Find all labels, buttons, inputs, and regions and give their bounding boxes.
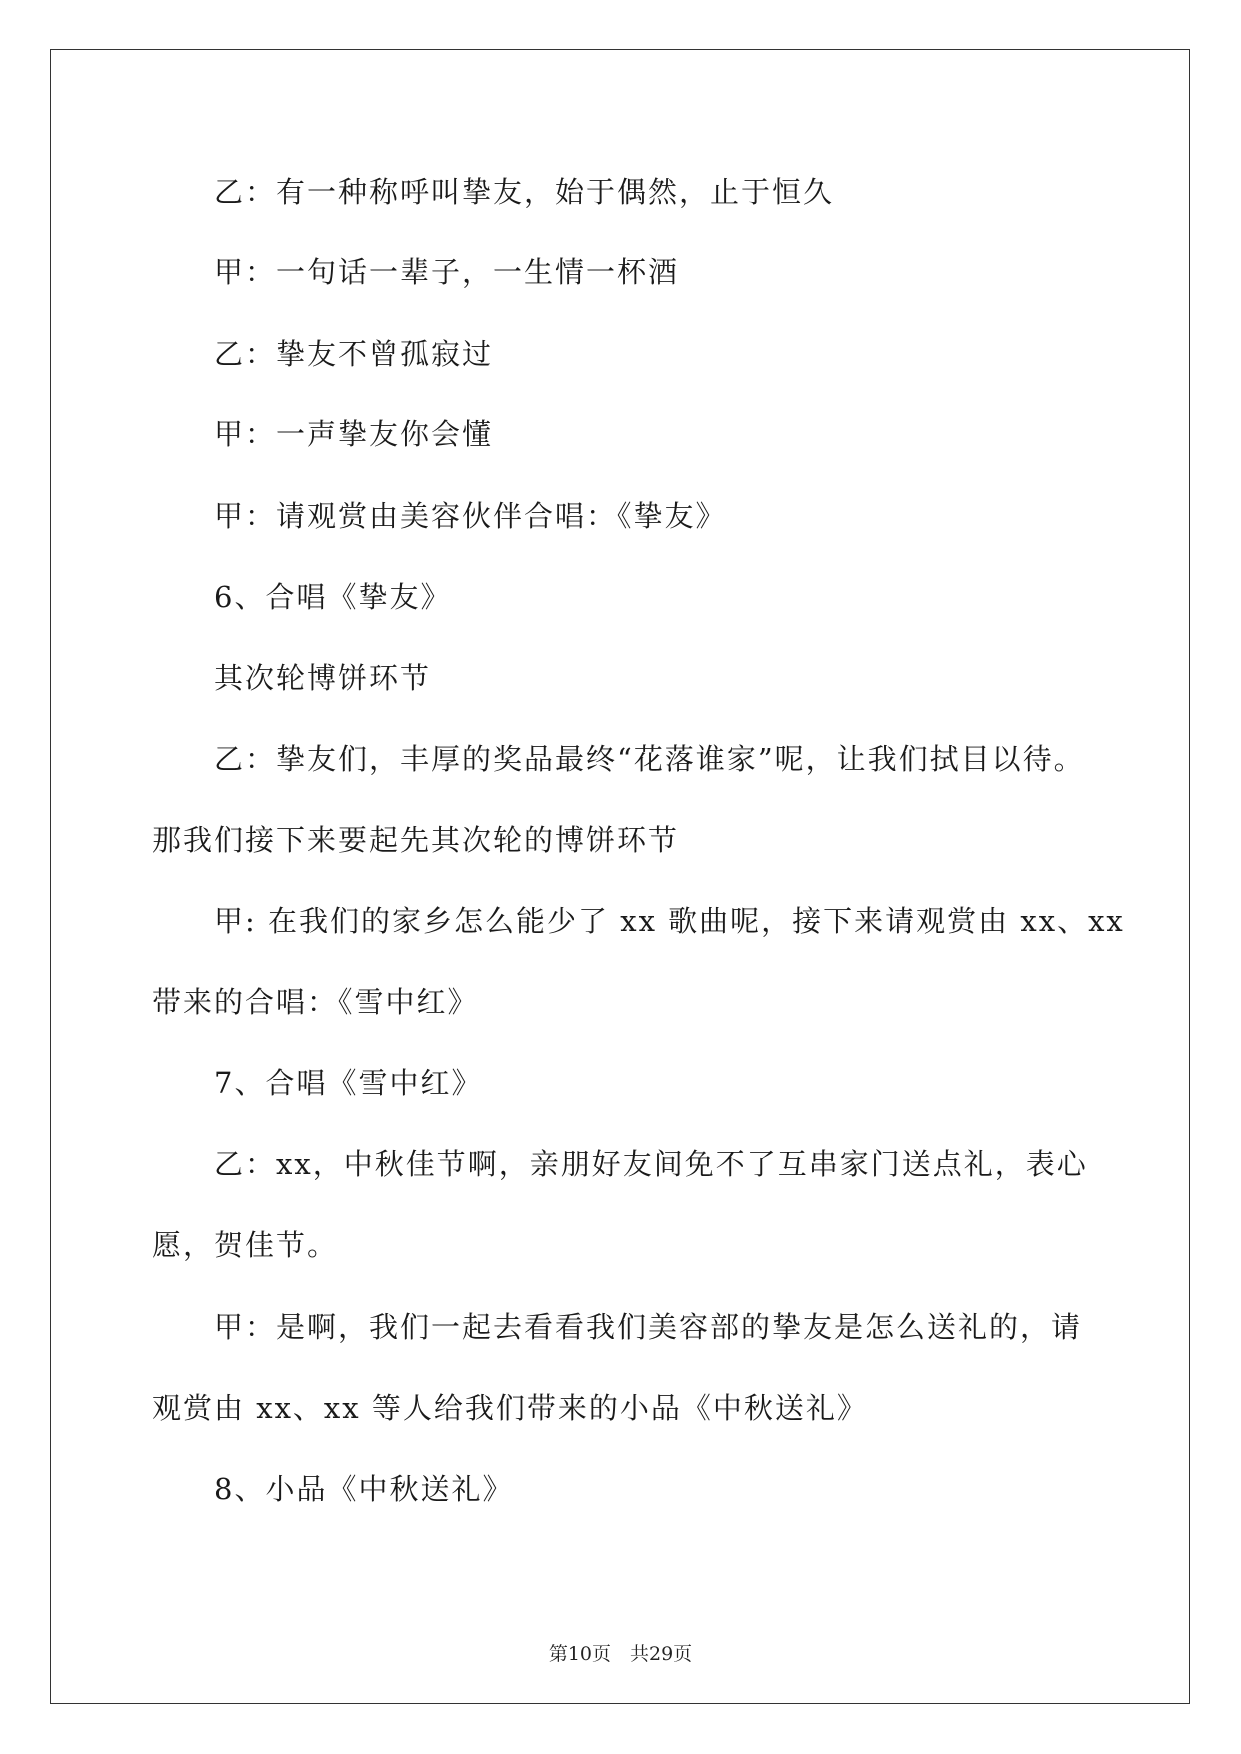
- text-line: 乙：挚友不曾孤寂过: [214, 337, 494, 371]
- page-frame: [50, 49, 1190, 1704]
- text-line: 甲: 在我们的家乡怎么能少了 xx 歌曲呢，接下来请观赏由 xx、xx: [214, 904, 1125, 938]
- text-line: 7、合唱《雪中红》: [214, 1066, 483, 1100]
- text-line: 那我们接下来要起先其次轮的博饼环节: [152, 823, 680, 857]
- section-heading: 其次轮博饼环节: [214, 661, 432, 695]
- text-line: 甲：请观赏由美容伙伴合唱：《挚友》: [214, 499, 727, 533]
- text-line: 甲：一声挚友你会懂: [214, 417, 494, 451]
- text-line: 乙：有一种称呼叫挚友，始于偶然，止于恒久: [214, 175, 835, 209]
- text-line: 乙：挚友们，丰厚的奖品最终“花落谁家”呢，让我们拭目以待。: [214, 742, 1085, 776]
- text-line: 带来的合唱：《雪中红》: [152, 985, 479, 1019]
- text-line: 6、合唱《挚友》: [214, 580, 452, 614]
- page-number: 第10页 共29页: [548, 1643, 693, 1665]
- text-line: 甲：一句话一辈子，一生情一杯酒: [214, 255, 680, 289]
- text-line: 乙：xx，中秋佳节啊，亲朋好友间免不了互串家门送点礼，表心: [214, 1147, 1088, 1181]
- text-line: 观赏由 xx、xx 等人给我们带来的小品《中秋送礼》: [152, 1391, 868, 1425]
- text-line: 愿，贺佳节。: [152, 1228, 339, 1262]
- text-line: 甲：是啊，我们一起去看看我们美容部的挚友是怎么送礼的，请: [214, 1310, 1083, 1344]
- text-line: 8、小品《中秋送礼》: [214, 1472, 514, 1506]
